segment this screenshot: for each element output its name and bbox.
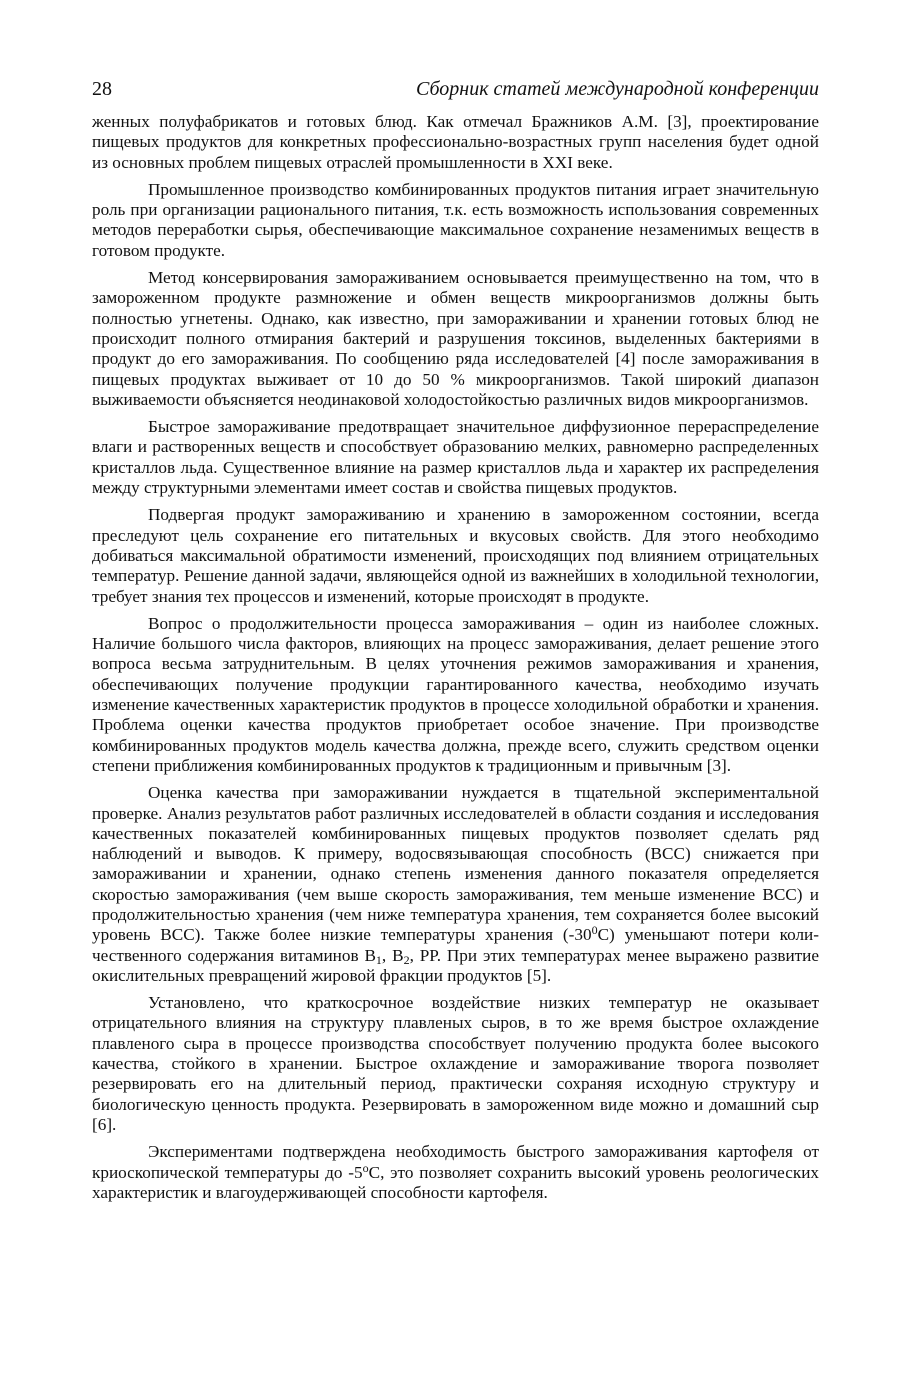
page-header (92, 76, 819, 102)
paragraph-7-text: Оценка качества при замораживании нуждается в тщательной экспериментальной проверке. Анализ результатов работ различных исследователей в области создания и исследования качественных показателей комбинированных пищевых продуктов позволяет сделать ряд наблюдений и выводов. К примеру, водосвязывающая способность (ВСС) снижается при замораживании и хранении, однако степень изменения данного показателя определяется скоростью замораживания (чем выше скорость замораживания, тем меньше изменение ВСС) и продолжительностью хранения (чем ниже температура хранения, тем сохраняется более высокий уровень ВСС). Также более низкие температуры хранения (-30 (92, 783, 819, 945)
paragraph-4: Быстрое замораживание предотвращает значительное диффузионное перераспределение влаги и растворенных веществ и способствует образованию мелких, равномерно распределенных кристаллов льда. Существенное влияние на размер кристаллов льда и характер их распределения между структурными элементами имеет состав и свойства пищевых продуктов. (92, 417, 819, 498)
paragraph-1: женных полуфабрикатов и готовых блюд. Как отмечал Бражников А.М. [3], проектирование пищевых продуктов для конкретных профессионально-возрастных групп населения будет одной из основных проблем пищевых отраслей промышленности в XXI веке. (92, 112, 819, 172)
degree-mark-2: о (362, 1160, 369, 1175)
paragraph-3: Метод консервирования замораживанием основывается преимущественно на том, что в замороженном продукте размножение и обмен веществ микроорганизмов должны быть полностью угнетены. Однако, как известно, при замораживании и хранении готовых блюд не происходит полного отмирания бактерий и разрушения токсинов, выделенных бактериями в продукт до его замораживания. По сообщению ряда исследователей [4] после замораживания в пищевых продуктах выживает от 10 до 50 % микроорганизмов. Такой широкий диапазон выживаемости объясняется неодинаковой холодостойкостью различных видов микроорганизмов. (92, 268, 819, 409)
paragraph-5: Подвергая продукт замораживанию и хранению в замороженном состоянии, всегда преследуют цель сохранение его питательных и вкусовых свойств. Для этого необходимо добиваться максимальной обратимости изменений, происходящих под влиянием отрицательных температур. Решение данной задачи, являющейся одной из важнейших в холодильной технологии, требует знания тех процессов и изменений, которые происходят в продукте. (92, 505, 819, 606)
article-body (92, 112, 819, 1210)
paragraph-8: Установлено, что краткосрочное воздействие низких температур не оказывает отрицательного влияния на структуру плавленых сыров, в то же время быстрое охлаждение плавленого сыра в процессе производства способствует получению продукта более высокого качества, стойкого в хранении. Быстрое охлаждение и замораживание творога позволяет резервировать его на длительный период, практически сохраняя исходную структуру и биологическую ценность продукта. Резервировать в замороженном виде можно и домашний сыр [6]. (92, 993, 819, 1134)
paragraph-9-text: Экспериментами подтверждена необходимость быстрого замораживания картофеля от криоскопической температуры до -5 (92, 1142, 819, 1182)
paragraph-9 (92, 1142, 819, 1203)
subscript-1: 1 (375, 952, 382, 967)
degree-mark: 0 (591, 923, 598, 938)
paragraph-7-text-cont: С) уменьшают потери количественного содержания витаминов В (92, 925, 819, 965)
paragraph-2: Промышленное производство комбинированных продуктов питания играет значительную роль при организации рационального питания, т.к. есть возможность использования современных методов переработки сырья, обеспечивающие максимальное сохранение незаменимых веществ в готовом продукте. (92, 179, 819, 260)
paragraph-7 (92, 783, 819, 986)
page-number: 28 (92, 78, 112, 100)
subscript-2: 2 (403, 952, 410, 967)
paragraph-7-text-tail: , РР. При этих температурах менее выражено развитие окислительных превращений жировой фракции продуктов [5]. (92, 945, 820, 985)
paragraph-9-text-tail: С, это позволяет сохранить высокий уровень реологических характеристик и влагоудерживающей способности картофеля. (92, 1162, 820, 1202)
paragraph-7-text-mid: , В (381, 945, 404, 965)
running-title: Сборник статей международной конференции (416, 78, 819, 100)
paragraph-6: Вопрос о продолжительности процесса замораживания – один из наиболее сложных. Наличие большого числа факторов, влияющих на процесс замораживания, делает решение этого вопроса весьма затруднительным. В целях уточнения режимов замораживания и хранения, обеспечивающих получение продукции гарантированного качества, необходимо изучать изменение качественных характеристик продуктов в процессе холодильной обработки и хранения. Проблема оценки качества продуктов приобретает особое значение. При производстве комбинированных продуктов модель качества должна, прежде всего, служить средством оценки степени приближения комбинированных продуктов к традиционным и привычным [3]. (92, 613, 819, 775)
